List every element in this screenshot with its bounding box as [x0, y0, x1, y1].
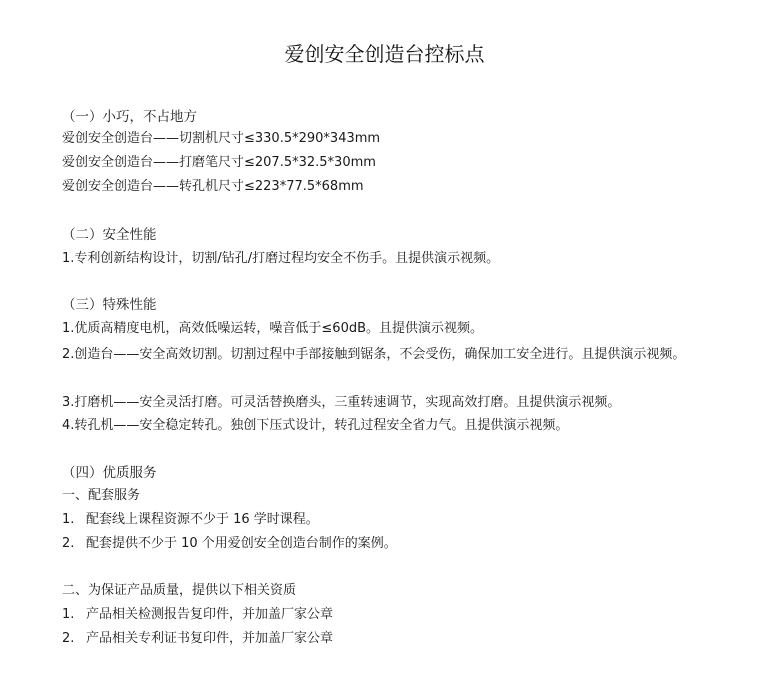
- paragraph-line: 1.优质高精度电机，高效低噪运转，噪音低于≤60dB。且提供演示视频。: [62, 321, 484, 336]
- list-number: 1.: [62, 512, 75, 527]
- paragraph-line: 2.创造台——安全高效切割。切割过程中手部接触到锯条，不会受伤，确保加工安全进行。且提供演示视频。: [62, 347, 686, 362]
- list-text: 产品相关专利证书复印件，并加盖厂家公章: [86, 631, 334, 646]
- paragraph-line: 4.转孔机——安全稳定转孔。独创下压式设计，转孔过程安全省力气。且提供演示视频。: [62, 418, 569, 433]
- section-heading-2: （二）安全性能: [62, 227, 157, 243]
- list-number: 2.: [62, 536, 75, 551]
- list-number: 2.: [62, 631, 75, 646]
- paragraph-line: 1.专利创新结构设计，切割/钻孔/打磨过程均安全不伤手。且提供演示视频。: [62, 251, 500, 266]
- list-text: 配套线上课程资源不少于 16 学时课程。: [86, 512, 319, 527]
- list-item: [62, 604, 333, 626]
- list-item: [62, 628, 333, 650]
- section-heading-3: （三）特殊性能: [62, 297, 157, 313]
- document-title: 爱创安全创造台控标点: [284, 42, 485, 66]
- spec-line: 爱创安全创造台——转孔机尺寸≤223*77.5*68mm: [62, 179, 364, 194]
- spec-line: 爱创安全创造台——切割机尺寸≤330.5*290*343mm: [62, 131, 381, 146]
- paragraph-line: 3.打磨机——安全灵活打磨。可灵活替换磨头，三重转速调节，实现高效打磨。且提供演示视频。: [62, 395, 621, 410]
- section-heading-4: （四）优质服务: [62, 465, 157, 481]
- list-text: 配套提供不少于 10 个用爱创安全创造台制作的案例。: [86, 536, 397, 551]
- list-text: 产品相关检测报告复印件，并加盖厂家公章: [86, 607, 334, 622]
- subsection-title: 一、配套服务: [62, 488, 141, 503]
- list-number: 1.: [62, 607, 75, 622]
- spec-line: 爱创安全创造台——打磨笔尺寸≤207.5*32.5*30mm: [62, 155, 376, 170]
- list-item: [62, 509, 319, 531]
- list-item: [62, 533, 397, 555]
- subsection-title: 二、为保证产品质量，提供以下相关资质: [62, 583, 297, 598]
- section-heading-1: （一）小巧，不占地方: [62, 109, 197, 125]
